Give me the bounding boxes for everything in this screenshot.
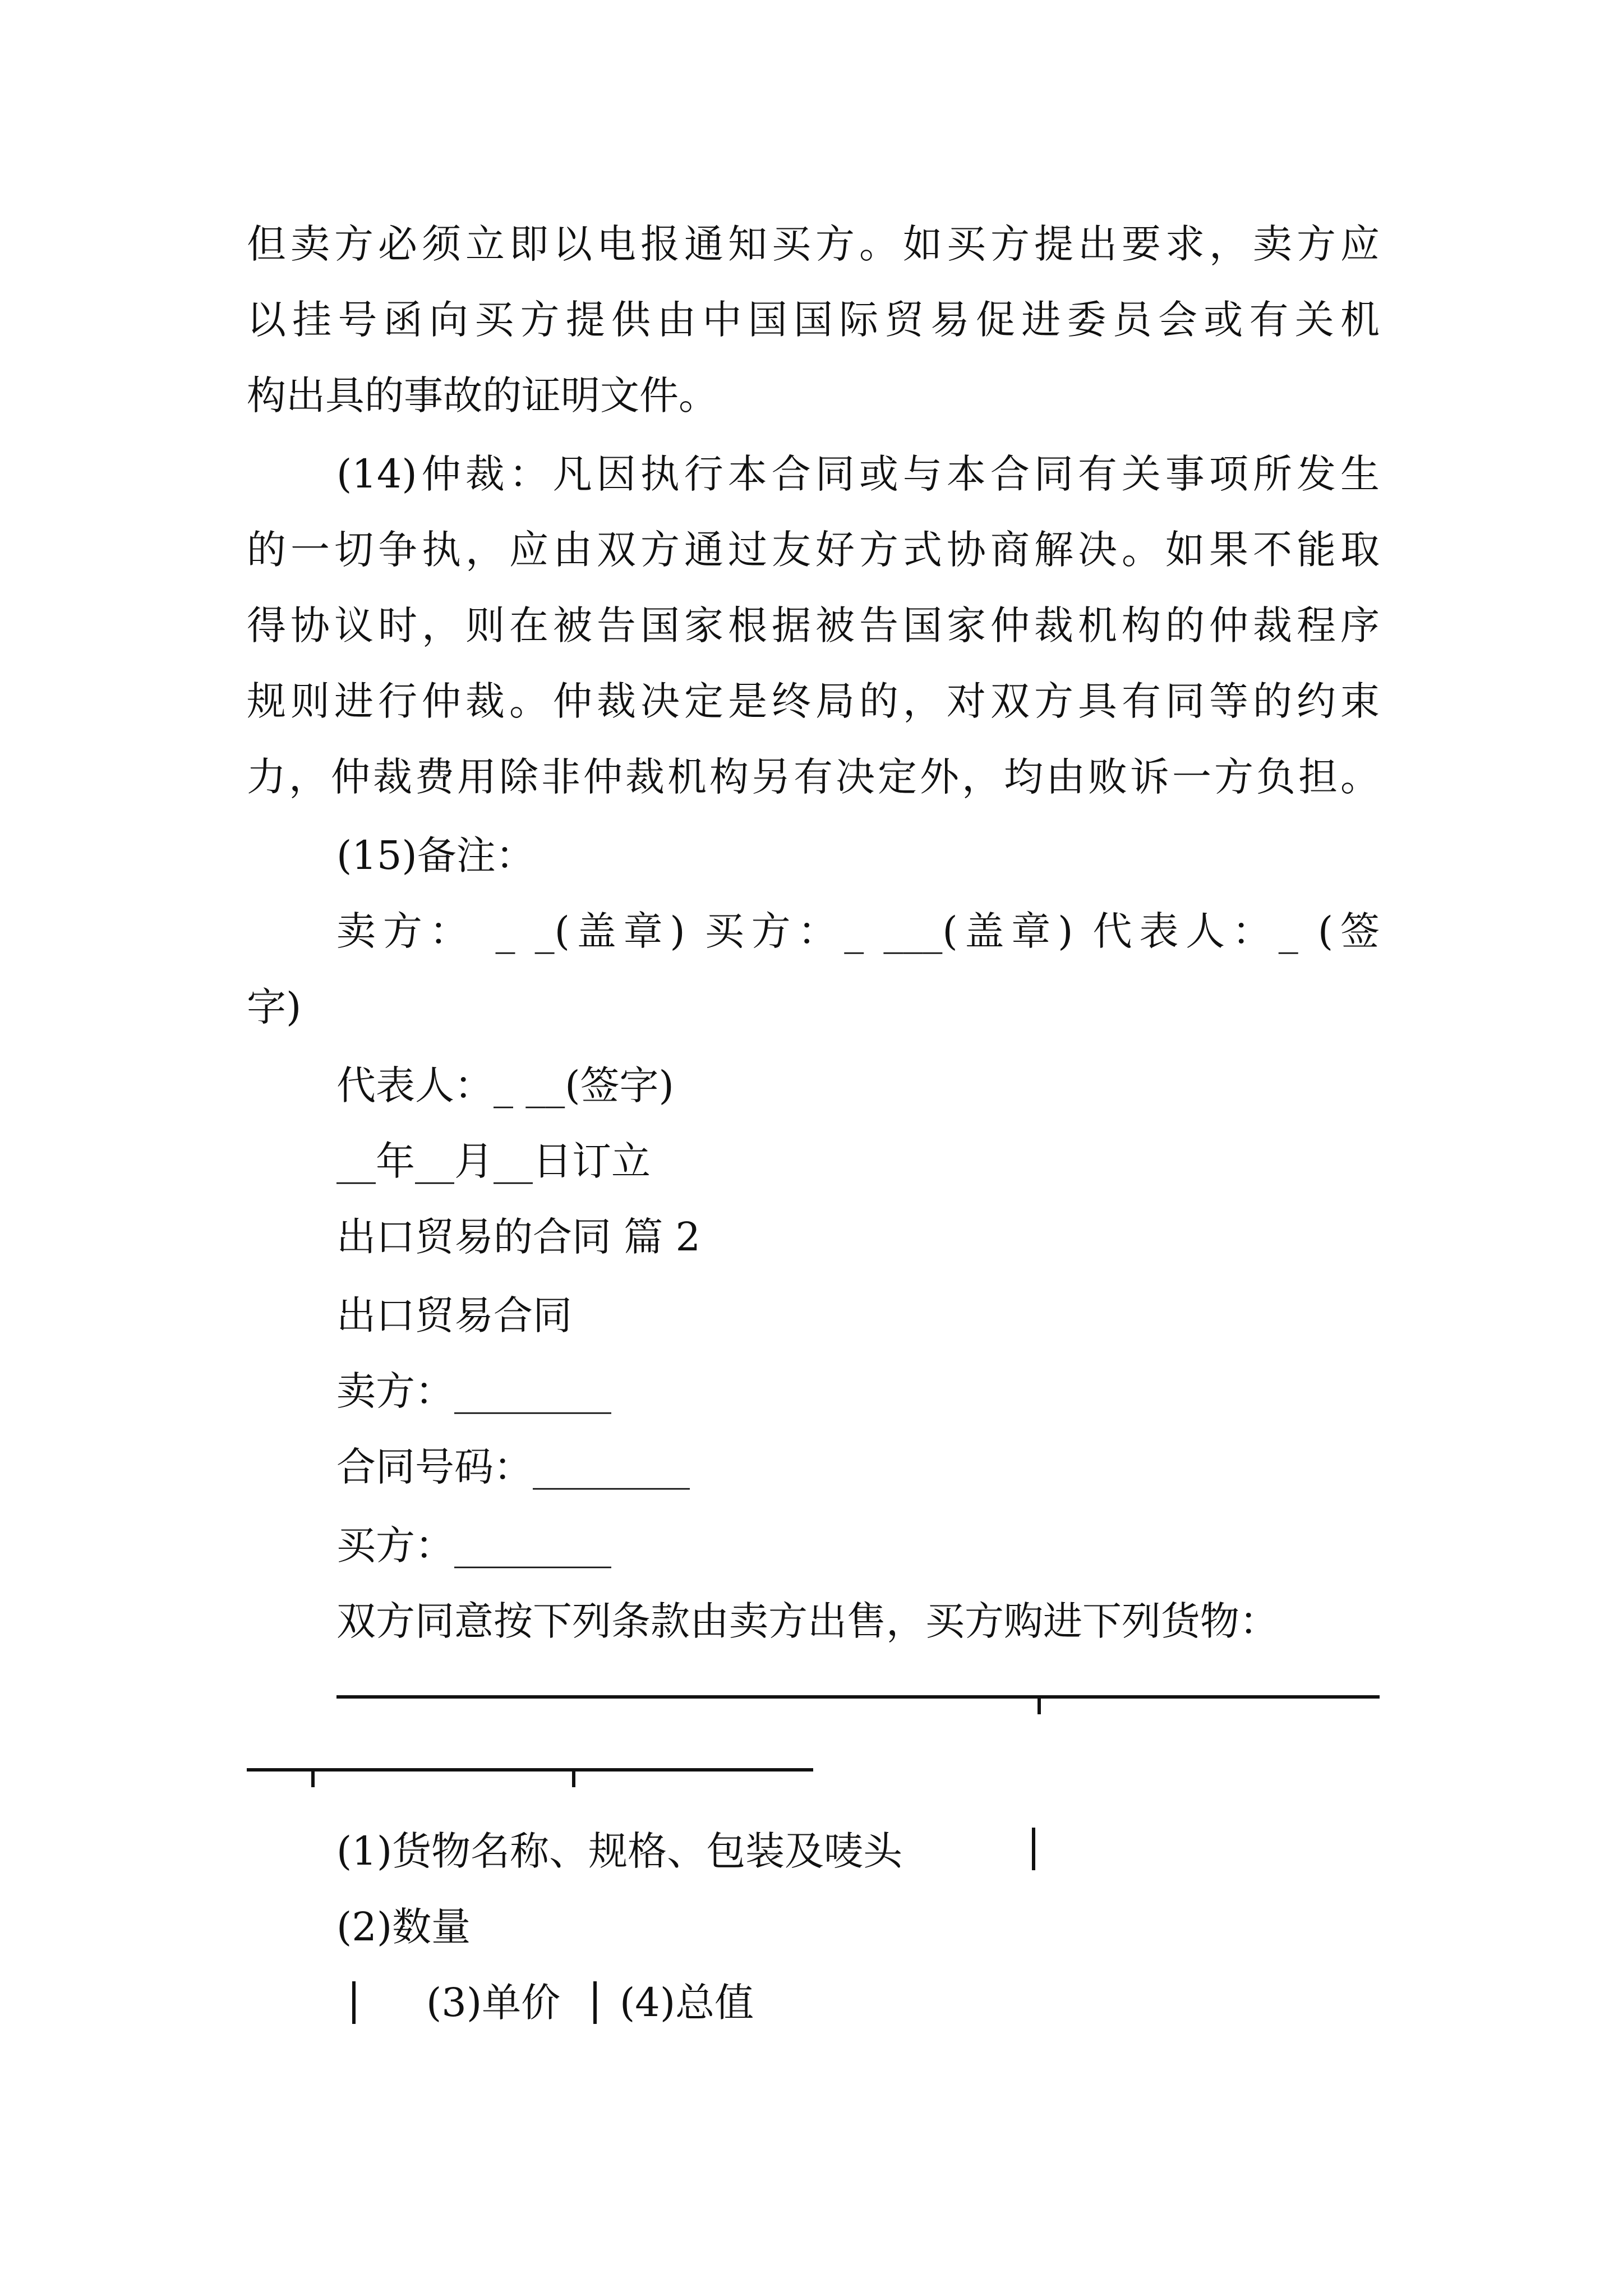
text-line: 得协议时，则在被告国家根据被告国家仲裁机构的仲裁程序	[247, 602, 1380, 648]
signature-line: 卖方： _ _(盖章) 买方：_ ___(盖章) 代表人：_ (签	[336, 908, 1380, 954]
section-title: 出口贸易的合同 篇 2	[336, 1214, 701, 1260]
table-divider	[352, 1981, 356, 2024]
text-line: 字)	[247, 984, 302, 1030]
buyer-field: 买方：________	[336, 1522, 611, 1568]
table-divider	[593, 1981, 597, 2024]
contract-title: 出口贸易合同	[336, 1292, 572, 1338]
text-line: 规则进行仲裁。仲裁决定是终局的，对双方具有同等的约束	[247, 678, 1380, 724]
contract-number-field: 合同号码：________	[336, 1444, 690, 1490]
goods-column-header: (1)货物名称、规格、包装及唛头	[336, 1828, 903, 1874]
table-second-rule	[247, 1768, 813, 1772]
text-line: 的一切争执，应由双方通过友好方式协商解决。如果不能取	[247, 527, 1380, 573]
text-line: 以挂号函向买方提供由中国国际贸易促进委员会或有关机	[247, 297, 1380, 343]
arbitration-clause-heading: (14)仲裁：凡因执行本合同或与本合同有关事项所发生	[336, 451, 1380, 497]
seller-field: 卖方：________	[336, 1368, 611, 1414]
table-top-rule	[336, 1695, 1380, 1699]
text-line: 构出具的事故的证明文件。	[247, 372, 718, 418]
unit-price-column-header: (3)单价	[426, 1980, 561, 2026]
quantity-column-header: (2)数量	[336, 1904, 471, 1950]
representative-line: 代表人：_ __(签字)	[336, 1062, 674, 1108]
total-value-column-header: (4)总值	[620, 1980, 754, 2026]
table-divider	[572, 1768, 575, 1787]
table-divider	[1032, 1828, 1035, 1870]
date-line: __年__月__日订立	[336, 1138, 651, 1184]
agreement-line: 双方同意按下列条款由卖方出售，买方购进下列货物：	[336, 1598, 1279, 1644]
table-divider	[1038, 1695, 1041, 1714]
table-divider	[311, 1768, 315, 1787]
remarks-heading: (15)备注：	[336, 832, 535, 878]
text-line: 但卖方必须立即以电报通知买方。如买方提出要求，卖方应	[247, 221, 1380, 267]
text-line: 力，仲裁费用除非仲裁机构另有决定外，均由败诉一方负担。	[247, 754, 1380, 800]
